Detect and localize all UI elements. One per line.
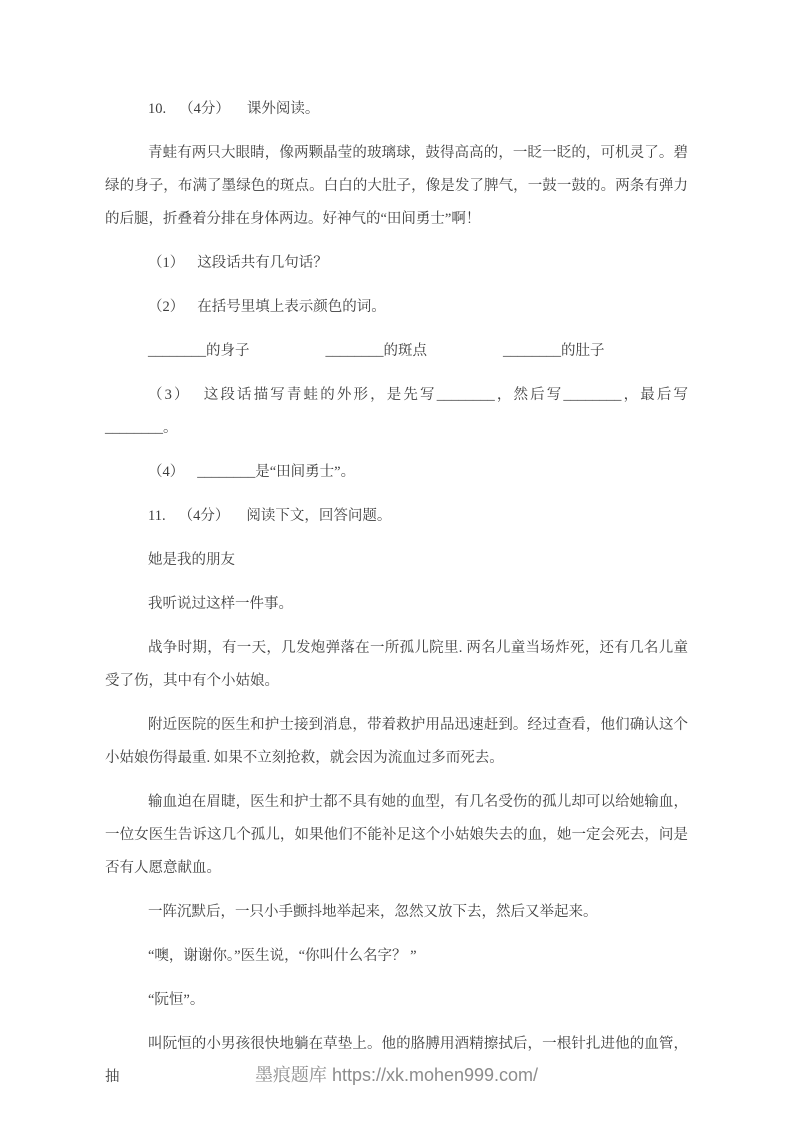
passage-paragraph-8: 叫阮恒的小男孩很快地躺在草垫上。他的胳膊用酒精擦拭后，一根针扎进他的血管，抽 — [105, 1036, 688, 1085]
question-number: 10. — [148, 101, 167, 117]
sub-question-2 — [105, 291, 688, 324]
sub-question-1 — [105, 247, 688, 280]
color-word-blanks — [105, 335, 688, 368]
sub-question-text: ________是“田间勇士”。 — [197, 464, 356, 480]
passage-paragraph-4: 输血迫在眉睫，医生和护士都不具有她的血型，有几名受伤的孤儿却可以给她输血，一位女医生告诉这几个孤儿，如果他们不能补足这个小姑娘失去的血，她一定会死去，问是否有人愿意献血。 — [105, 794, 688, 876]
question-10-header — [105, 93, 688, 126]
footer-watermark — [0, 1060, 793, 1090]
passage-paragraph-6: “噢，谢谢你。”医生说，“你叫什么名字？ ” — [148, 948, 417, 964]
question-title: 课外阅读。 — [246, 101, 320, 117]
footer-site-name: 墨痕题库 — [254, 1065, 327, 1085]
question-10 — [105, 93, 688, 489]
passage-paragraph-3: 附近医院的医生和护士接到消息，带着救护用品迅速赶到。经过查看，他们确认这个小姑娘伤得最重. 如果不立刻抢救，就会因为流血过多而死去。 — [105, 717, 688, 766]
footer-site-url[interactable]: https://xk.mohen999.com/ — [331, 1065, 539, 1085]
reading-passage: 青蛙有两只大眼睛，像两颗晶莹的玻璃球，鼓得高高的，一眨一眨的，可机灵了。碧绿的身子，布满了墨绿色的斑点。白白的大肚子，像是发了脾气，一鼓一鼓的。两条有弹力的后腿，折叠着分排在身体两边。好神气的“田间勇士”啊！ — [105, 145, 688, 227]
question-points: （4分） — [178, 508, 230, 524]
sub-question-4 — [105, 456, 688, 489]
blank-item-spots: ________的斑点 — [325, 343, 427, 359]
sub-question-number: （4） — [148, 464, 185, 480]
sub-question-text: 这段话描写青蛙的外形，是先写________，然后写________，最后写________。 — [105, 387, 689, 436]
passage-paragraph-5: 一阵沉默后，一只小手颤抖地举起来，忽然又放下去，然后又举起来。 — [148, 904, 598, 920]
passage-title: 她是我的朋友 — [148, 552, 235, 568]
passage-paragraph-2: 战争时期，有一天，几发炮弹落在一所孤儿院里. 两名儿童当场炸死，还有几名儿童受了伤，其中有个小姑娘。 — [105, 640, 688, 689]
passage-paragraph-1: 我听说过这样一件事。 — [148, 596, 293, 612]
question-11-header — [105, 500, 688, 533]
sub-question-3 — [105, 379, 688, 445]
sub-question-text: 在括号里填上表示颜色的词。 — [197, 299, 386, 315]
blank-item-body: ________的身子 — [148, 343, 250, 359]
question-11 — [105, 500, 688, 1094]
question-number: 11. — [148, 508, 166, 524]
sub-question-text: 这段话共有几句话？ — [197, 255, 328, 271]
sub-question-number: （2） — [148, 299, 185, 315]
document-body — [105, 93, 688, 1094]
blank-item-belly: ________的肚子 — [503, 343, 605, 359]
sub-question-number: （1） — [148, 255, 185, 271]
question-title: 阅读下文，回答问题。 — [246, 508, 392, 524]
sub-question-number: （3） — [148, 387, 191, 403]
question-points: （4分） — [179, 101, 230, 117]
passage-paragraph-7: “阮恒”。 — [148, 992, 205, 1008]
